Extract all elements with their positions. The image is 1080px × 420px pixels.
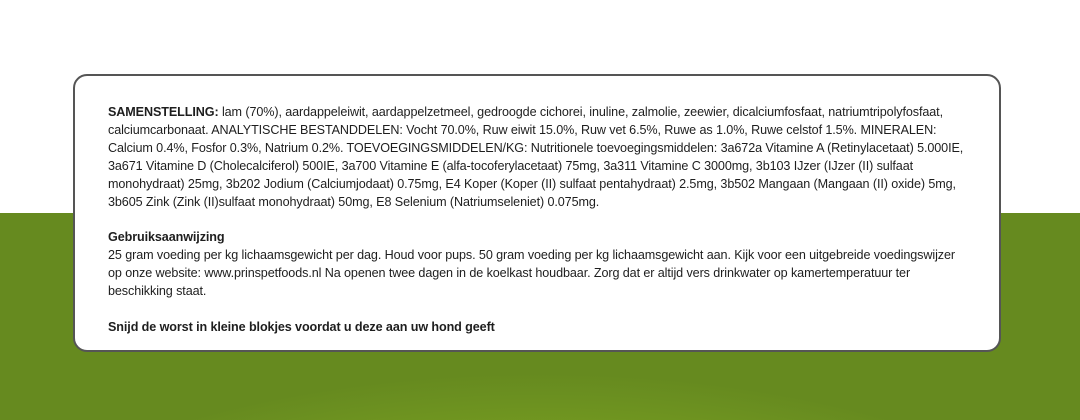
product-info-card (73, 74, 1001, 352)
composition-paragraph (108, 103, 969, 212)
usage-text: 25 gram voeding per kg lichaamsgewicht per dag. Houd voor pups. 50 gram voeding per kg lichaamsgewicht aan. Kijk voor een uitgebreide voedingswijzer op onze website: www.prinspetfoods.nl Na openen twee dagen in de koelkast houdbaar. Zorg dat er altijd vers drinkwater op kamertemperatuur ter beschikking staat. (108, 247, 955, 298)
composition-heading: SAMENSTELLING: (108, 105, 219, 119)
composition-text: lam (70%), aardappeleiwit, aardappelzetmeel, gedroogde cichorei, inuline, zalmolie, zeewier, dicalciumfosfaat, natriumtripolyfosfaat, calciumcarbonaat. ANALYTISCHE BESTANDDELEN: Vocht 70.0%, Ruw eiwit 15.0%, Ruw vet 6.5%, Ruwe as 1.0%, Ruwe celstof 1.5%. MINERALEN: Calcium 0.4%, Fosfor 0.3%, Natrium 0.2%. TOEVOEGINGSMIDDELEN/KG: Nutritionele toevoegingsmiddelen: 3a672a Vitamine A (Retinylacetaat) 5.000IE, 3a671 Vitamine D (Cholecalciferol) 500IE, 3a700 Vitamine E (alfa-tocoferylacetaat) 75mg, 3a311 Vitamine C 3000mg, 3b103 IJzer (IJzer (II) sulfaat monohydraat) 25mg, 3b202 Jodium (Calciumjodaat) 0.75mg, E4 Koper (Koper (II) sulfaat pentahydraat) 2.5mg, 3b502 Mangaan (Mangaan (II) oxide) 5mg, 3b605 Zink (Zink (II)sulfaat monohydraat) 50mg, E8 Selenium (Natriumseleniet) 0.075mg. (108, 105, 964, 210)
feeding-instruction: Snijd de worst in kleine blokjes voordat u deze aan uw hond geeft (108, 319, 495, 334)
usage-heading: Gebruiksaanwijzing (108, 229, 225, 244)
